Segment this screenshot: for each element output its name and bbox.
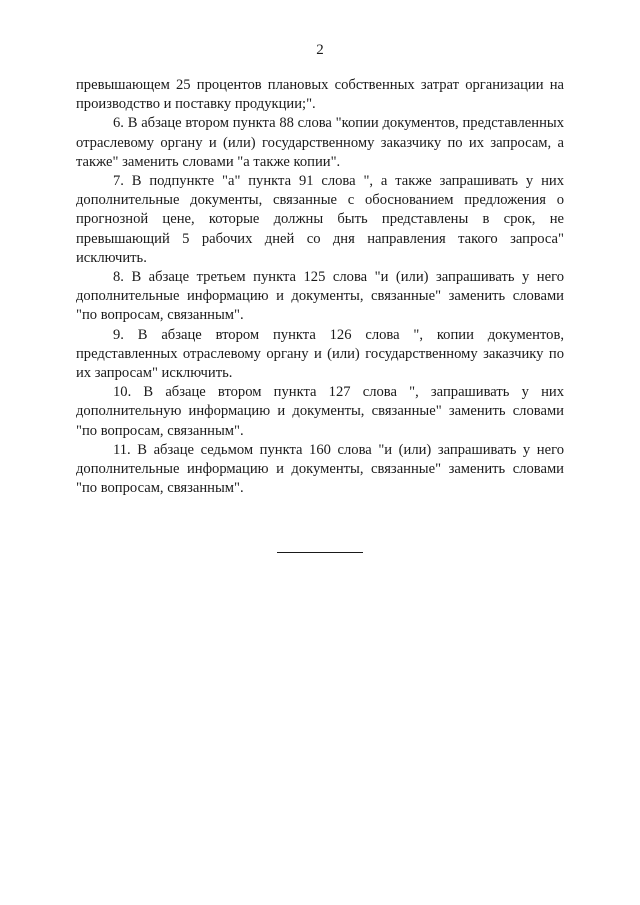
document-body [76,76,564,498]
paragraph-item-6: 6. В абзаце втором пункта 88 слова "копии документов, представленных отраслевому органу и (или) государственному заказчику по их запросам, а также" заменить словами "а также копии". [76,115,564,170]
paragraph-item-10: 10. В абзаце втором пункта 127 слова ", запрашивать у них дополнительную информацию и документы, связанные" заменить словами "по вопросам, связанным". [76,384,564,439]
paragraph-item-7: 7. В подпункте "а" пункта 91 слова ", а также запрашивать у них дополнительные документы, связанные с обоснованием предложения о прогнозной цене, которые должны быть представлены в срок, не превышающий 5 рабочих дней со дня направления такого запроса" исключить. [76,173,564,266]
end-of-document-rule [277,552,363,553]
paragraph-item-9: 9. В абзаце втором пункта 126 слова ", копии документов, представленных отраслевому органу и (или) государственному заказчику по их запросам" исключить. [76,326,564,382]
paragraph-item-11: 11. В абзаце седьмом пункта 160 слова "и (или) запрашивать у него дополнительные информацию и документы, связанные" заменить словами "по вопросам, связанным". [76,441,564,497]
paragraph-continuation: превышающем 25 процентов плановых собственных затрат организации на производство и поставку продукции;". [76,77,564,113]
page-number: 2 [316,42,324,58]
paragraph-item-8: 8. В абзаце третьем пункта 125 слова "и (или) запрашивать у него дополнительные информацию и документы, связанные" заменить словами "по вопросам, связанным". [76,269,564,324]
